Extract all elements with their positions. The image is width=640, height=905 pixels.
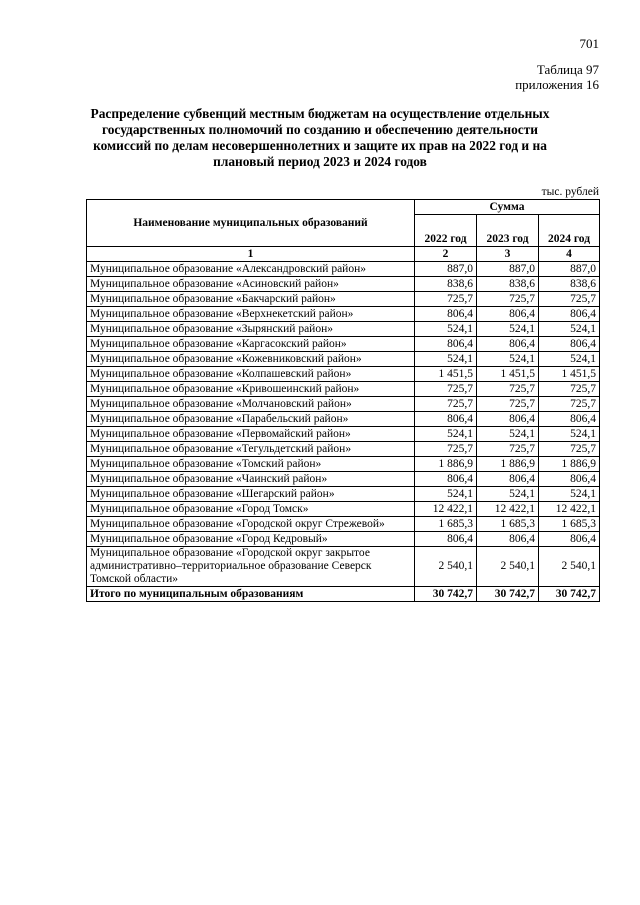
value-2024: 725,7 <box>539 397 600 412</box>
value-2023: 806,4 <box>477 412 539 427</box>
table-row <box>87 307 600 322</box>
value-2023: 2 540,1 <box>477 547 539 587</box>
total-label: Итого по муниципальным образованиям <box>87 587 415 602</box>
municipality-name: Муниципальное образование «Кривошеинский район» <box>87 382 415 397</box>
value-2023: 806,4 <box>477 472 539 487</box>
value-2022: 1 685,3 <box>415 517 477 532</box>
value-2024: 725,7 <box>539 292 600 307</box>
value-2023: 725,7 <box>477 442 539 457</box>
header-row-1 <box>87 200 600 215</box>
value-2022: 1 886,9 <box>415 457 477 472</box>
value-2023: 1 886,9 <box>477 457 539 472</box>
municipality-name: Муниципальное образование «Томский район» <box>87 457 415 472</box>
value-2024: 524,1 <box>539 352 600 367</box>
value-2024: 1 685,3 <box>539 517 600 532</box>
value-2024: 806,4 <box>539 307 600 322</box>
value-2023: 524,1 <box>477 352 539 367</box>
value-2023: 806,4 <box>477 337 539 352</box>
municipality-name: Муниципальное образование «Каргасокский район» <box>87 337 415 352</box>
value-2022: 806,4 <box>415 307 477 322</box>
table-reference <box>515 62 599 92</box>
value-2024: 725,7 <box>539 382 600 397</box>
municipality-name: Муниципальное образование «Молчановский район» <box>87 397 415 412</box>
header-sum: Сумма <box>415 200 600 215</box>
value-2022: 806,4 <box>415 532 477 547</box>
value-2023: 725,7 <box>477 397 539 412</box>
table-row <box>87 442 600 457</box>
value-2022: 725,7 <box>415 397 477 412</box>
municipality-name: Муниципальное образование «Чаинский район» <box>87 472 415 487</box>
municipality-name: Муниципальное образование «Парабельский район» <box>87 412 415 427</box>
value-2023: 887,0 <box>477 262 539 277</box>
col-number: 2 <box>415 247 477 262</box>
total-row <box>87 587 600 602</box>
municipality-name: Муниципальное образование «Асиновский район» <box>87 277 415 292</box>
municipality-name: Муниципальное образование «Колпашевский район» <box>87 367 415 382</box>
value-2024: 1 451,5 <box>539 367 600 382</box>
col-number: 3 <box>477 247 539 262</box>
value-2022: 725,7 <box>415 292 477 307</box>
table-row <box>87 412 600 427</box>
value-2024: 1 886,9 <box>539 457 600 472</box>
value-2023: 725,7 <box>477 382 539 397</box>
value-2024: 524,1 <box>539 487 600 502</box>
total-2023: 30 742,7 <box>477 587 539 602</box>
value-2023: 12 422,1 <box>477 502 539 517</box>
value-2023: 1 685,3 <box>477 517 539 532</box>
table-row <box>87 517 600 532</box>
table-ref-line2: приложения 16 <box>515 77 599 92</box>
municipality-name: Муниципальное образование «Бакчарский район» <box>87 292 415 307</box>
total-2024: 30 742,7 <box>539 587 600 602</box>
value-2023: 1 451,5 <box>477 367 539 382</box>
table-ref-line1: Таблица 97 <box>536 62 599 77</box>
table-row <box>87 547 600 587</box>
value-2024: 524,1 <box>539 427 600 442</box>
value-2022: 806,4 <box>415 472 477 487</box>
value-2022: 887,0 <box>415 262 477 277</box>
table-body <box>87 262 600 587</box>
municipality-name: Муниципальное образование «Городской округ Стрежевой» <box>87 517 415 532</box>
value-2023: 838,6 <box>477 277 539 292</box>
table-row <box>87 262 600 277</box>
value-2024: 806,4 <box>539 337 600 352</box>
value-2022: 806,4 <box>415 337 477 352</box>
header-year-2022: 2022 год <box>415 215 477 247</box>
municipality-name: Муниципальное образование «Верхнекетский район» <box>87 307 415 322</box>
table-row <box>87 472 600 487</box>
municipality-name: Муниципальное образование «Город Кедровый» <box>87 532 415 547</box>
value-2023: 806,4 <box>477 307 539 322</box>
value-2023: 524,1 <box>477 322 539 337</box>
value-2023: 524,1 <box>477 487 539 502</box>
value-2022: 838,6 <box>415 277 477 292</box>
value-2022: 524,1 <box>415 322 477 337</box>
municipality-name: Муниципальное образование «Город Томск» <box>87 502 415 517</box>
table-row <box>87 292 600 307</box>
col-number: 4 <box>539 247 600 262</box>
table-row <box>87 352 600 367</box>
table-row <box>87 322 600 337</box>
table-row <box>87 532 600 547</box>
table-row <box>87 502 600 517</box>
value-2023: 806,4 <box>477 532 539 547</box>
value-2024: 12 422,1 <box>539 502 600 517</box>
value-2024: 838,6 <box>539 277 600 292</box>
value-2024: 806,4 <box>539 532 600 547</box>
table-row <box>87 382 600 397</box>
subsidy-table <box>86 199 600 602</box>
municipality-name: Муниципальное образование «Тегульдетский район» <box>87 442 415 457</box>
table-row <box>87 457 600 472</box>
municipality-name: Муниципальное образование «Александровский район» <box>87 262 415 277</box>
value-2022: 524,1 <box>415 487 477 502</box>
unit-label: тыс. рублей <box>541 186 599 198</box>
municipality-name: Муниципальное образование «Первомайский район» <box>87 427 415 442</box>
header-name: Наименование муниципальных образований <box>87 200 415 247</box>
header-year-2023: 2023 год <box>477 215 539 247</box>
value-2023: 725,7 <box>477 292 539 307</box>
value-2024: 887,0 <box>539 262 600 277</box>
value-2022: 806,4 <box>415 412 477 427</box>
table-row <box>87 277 600 292</box>
value-2024: 2 540,1 <box>539 547 600 587</box>
value-2022: 725,7 <box>415 442 477 457</box>
header-year-2024: 2024 год <box>539 215 600 247</box>
value-2024: 725,7 <box>539 442 600 457</box>
value-2022: 1 451,5 <box>415 367 477 382</box>
table-row <box>87 337 600 352</box>
value-2022: 725,7 <box>415 382 477 397</box>
value-2022: 524,1 <box>415 427 477 442</box>
document-title: Распределение субвенций местным бюджетам на осуществление отдельных государственных полномочий по созданию и обеспечению деятельности комиссий по делам несовершеннолетних и защите их прав на 2022 год и на плановый период 2023 и 2024 годов <box>90 106 550 169</box>
table-row <box>87 367 600 382</box>
value-2023: 524,1 <box>477 427 539 442</box>
value-2024: 524,1 <box>539 322 600 337</box>
total-2022: 30 742,7 <box>415 587 477 602</box>
col-number: 1 <box>87 247 415 262</box>
municipality-name: Муниципальное образование «Городской округ закрытое административно–территориальное образование Северск Томской области» <box>87 547 415 587</box>
municipality-name: Муниципальное образование «Зырянский район» <box>87 322 415 337</box>
table-row <box>87 487 600 502</box>
value-2024: 806,4 <box>539 472 600 487</box>
value-2022: 524,1 <box>415 352 477 367</box>
value-2022: 2 540,1 <box>415 547 477 587</box>
municipality-name: Муниципальное образование «Кожевниковский район» <box>87 352 415 367</box>
table-row <box>87 427 600 442</box>
table-row <box>87 397 600 412</box>
page-number: 701 <box>579 36 599 51</box>
column-numbers-row <box>87 247 600 262</box>
value-2022: 12 422,1 <box>415 502 477 517</box>
municipality-name: Муниципальное образование «Шегарский район» <box>87 487 415 502</box>
value-2024: 806,4 <box>539 412 600 427</box>
